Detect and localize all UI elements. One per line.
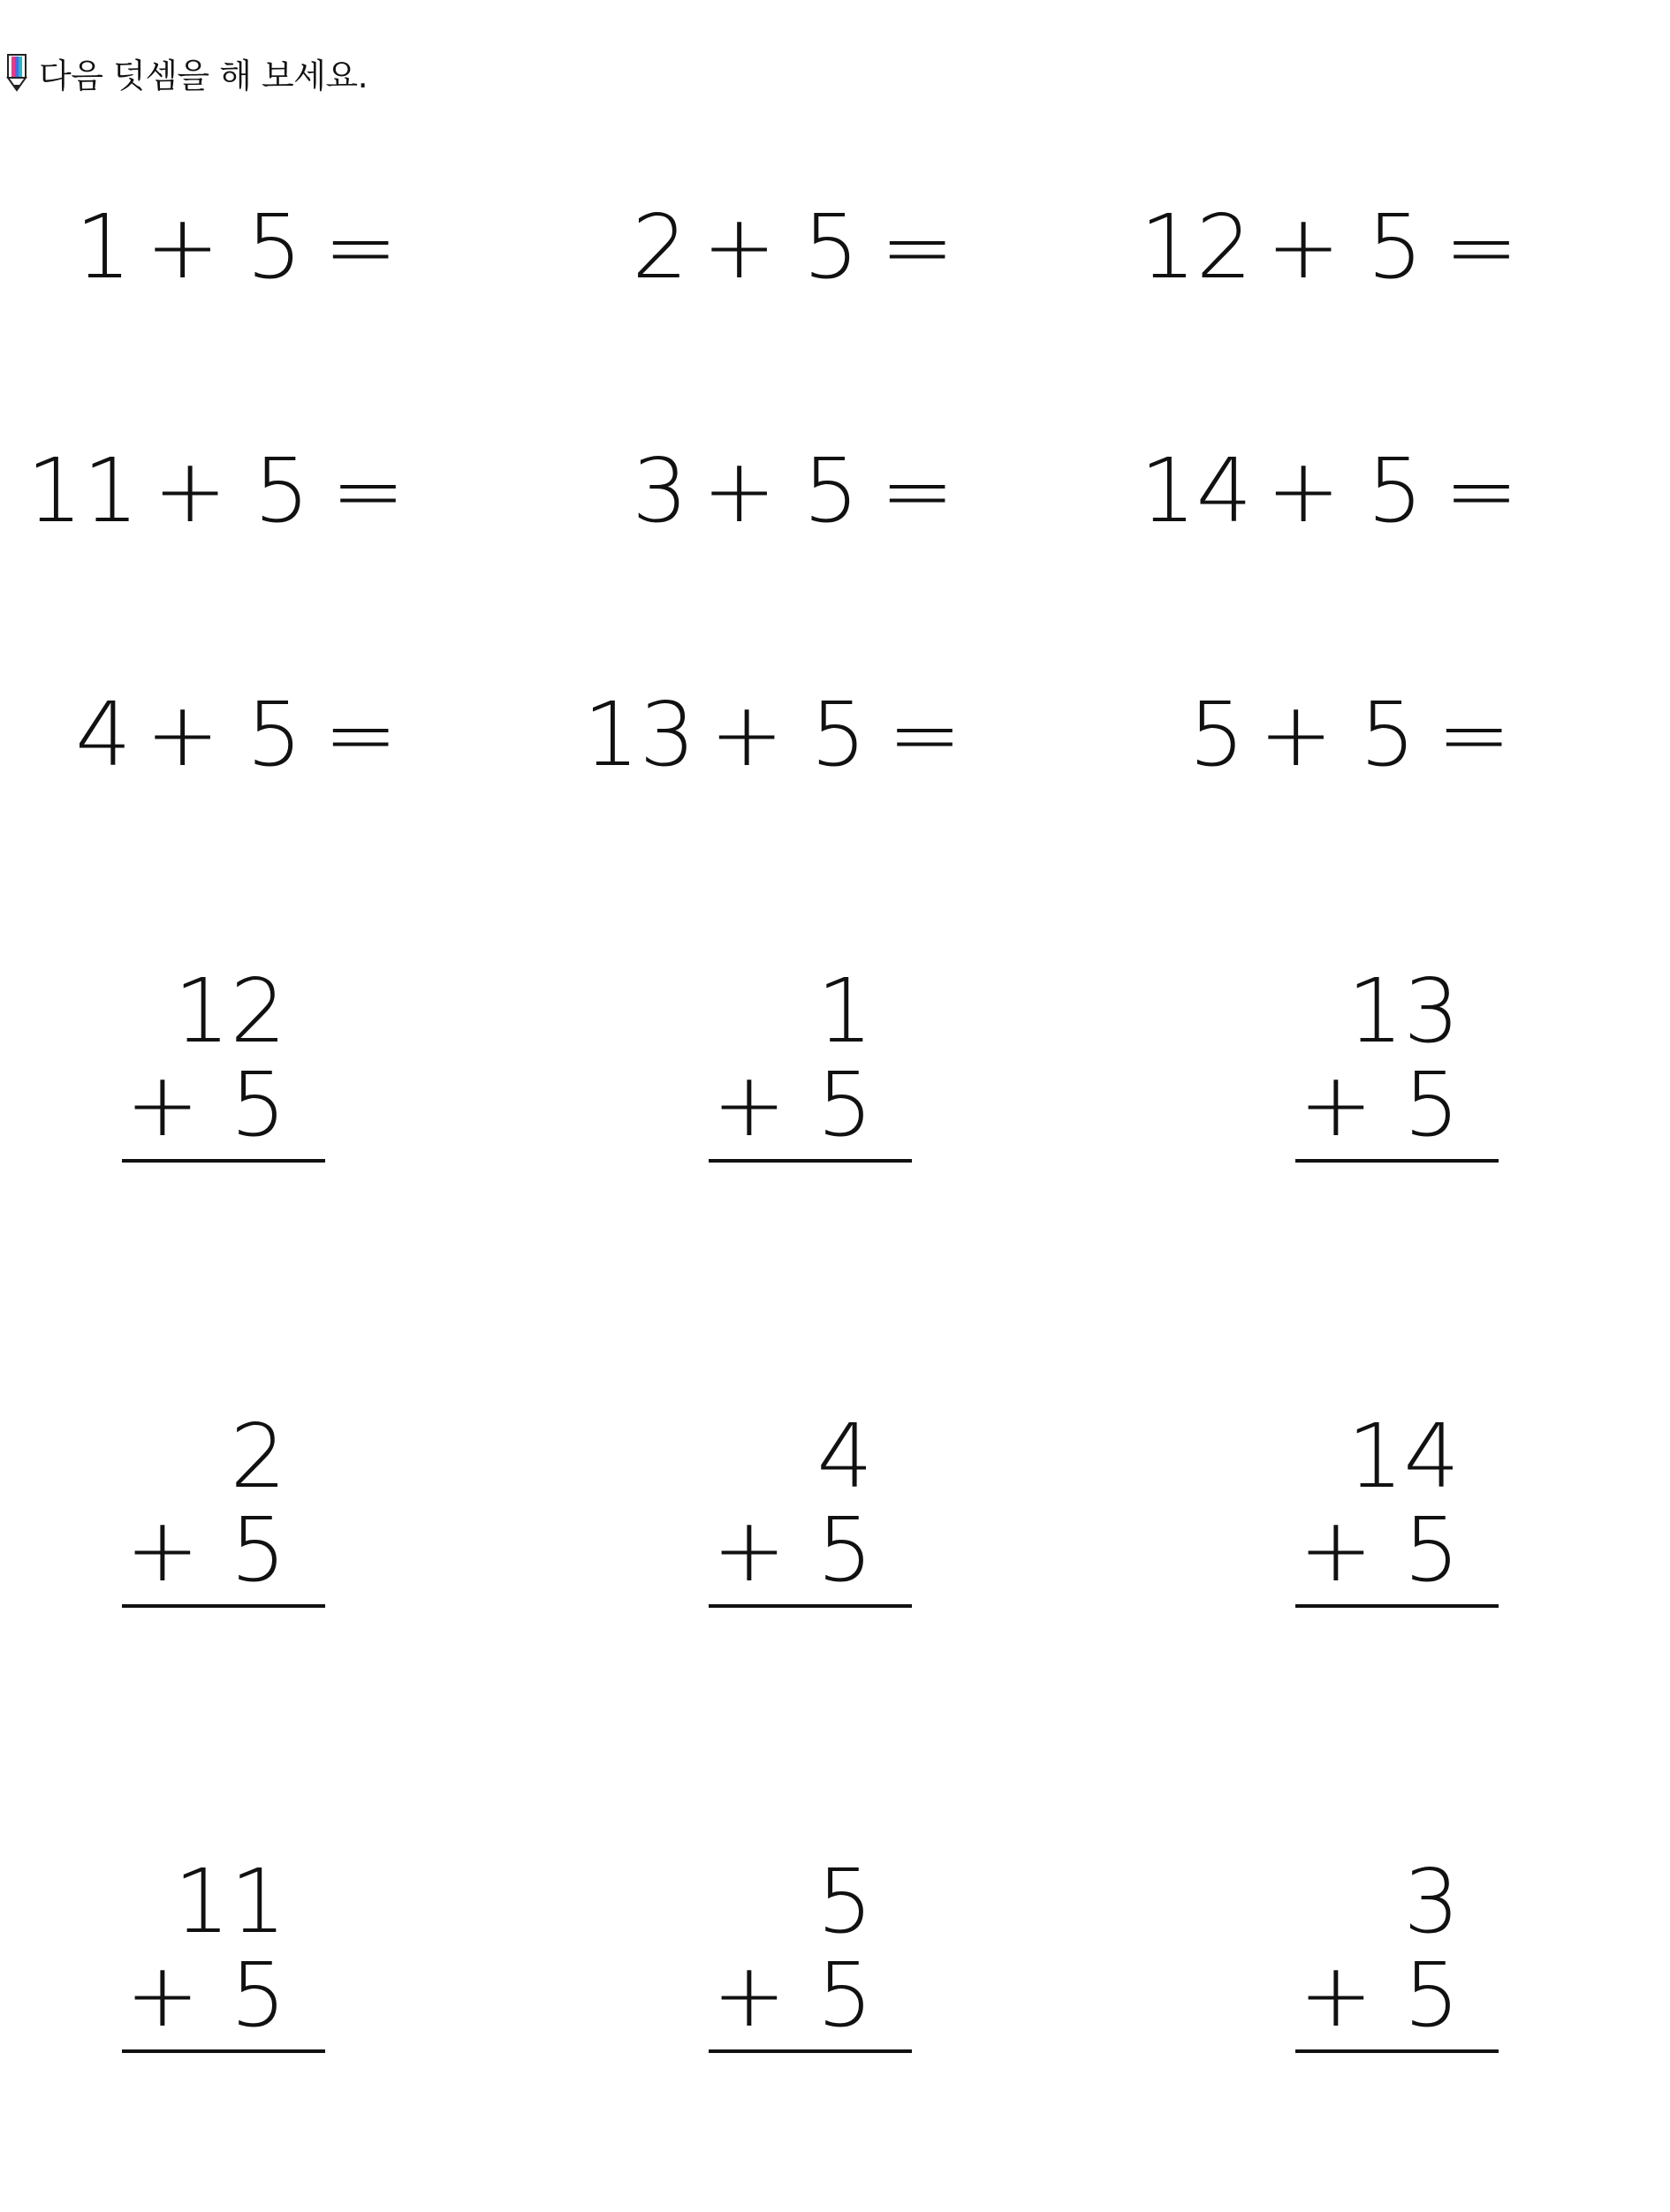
equals-sign: = — [1444, 195, 1519, 299]
horizontal-problem — [1140, 438, 1519, 544]
addend-a: 1 — [75, 195, 132, 299]
vertical-problem — [709, 959, 912, 1166]
plus-sign: + — [1266, 195, 1341, 299]
vertical-problem — [1295, 1850, 1499, 2057]
plus-sign: + — [125, 1053, 200, 1156]
plus-sign: + — [1299, 1053, 1373, 1156]
vertical-problem — [122, 959, 325, 1166]
plus-sign: + — [712, 1943, 786, 2047]
vertical-problem — [122, 1405, 325, 1611]
addend-a: 11 — [173, 1850, 286, 1953]
addend-b: 5 — [816, 1498, 873, 1602]
plus-sign: + — [145, 683, 220, 786]
plus-sign: + — [125, 1943, 200, 2047]
pencil-icon — [5, 53, 28, 92]
addend-b: 5 — [1359, 683, 1416, 786]
addend-b: 5 — [816, 1053, 873, 1156]
addend-b: 5 — [230, 1053, 286, 1156]
addend-b: 5 — [1403, 1053, 1460, 1156]
vertical-problem — [1295, 1405, 1499, 1611]
horizontal-problem — [583, 682, 962, 788]
horizontal-problem — [27, 438, 406, 544]
plus-sign: + — [712, 1053, 786, 1156]
plus-sign: + — [712, 1498, 786, 1602]
addend-a: 4 — [75, 683, 132, 786]
addend-row — [1295, 1498, 1460, 1602]
plus-sign: + — [702, 439, 777, 542]
plus-sign: + — [1299, 1943, 1373, 2047]
addend-a: 4 — [816, 1405, 873, 1508]
addend-a: 2 — [230, 1405, 286, 1508]
vertical-problem — [709, 1405, 912, 1611]
addend-a: 12 — [173, 959, 286, 1063]
addend-a: 14 — [1347, 1405, 1460, 1508]
addend-row — [709, 1943, 873, 2047]
answer-line — [122, 2049, 325, 2053]
addend-b: 5 — [1367, 439, 1423, 542]
plus-sign: + — [125, 1498, 200, 1602]
plus-sign: + — [702, 195, 777, 299]
answer-line — [1295, 1159, 1499, 1163]
addend-a: 11 — [27, 439, 140, 542]
instruction — [5, 49, 368, 95]
horizontal-problem — [583, 438, 954, 544]
addend-b: 5 — [230, 1943, 286, 2047]
equals-sign: = — [1437, 683, 1511, 786]
addend-a: 5 — [816, 1850, 873, 1953]
answer-line — [1295, 2049, 1499, 2053]
plus-sign: + — [1266, 439, 1341, 542]
plus-sign: + — [153, 439, 228, 542]
horizontal-problem — [27, 194, 398, 300]
addend-a: 1 — [816, 959, 873, 1063]
addend-b: 5 — [230, 1498, 286, 1602]
addend-b: 5 — [1367, 195, 1423, 299]
addend-b: 5 — [254, 439, 310, 542]
answer-line — [709, 1604, 912, 1608]
addend-row — [122, 1053, 286, 1156]
addend-a: 14 — [1140, 439, 1253, 542]
plus-sign: + — [710, 683, 785, 786]
addend-a: 13 — [1347, 959, 1460, 1063]
equals-sign: = — [887, 683, 962, 786]
answer-line — [122, 1604, 325, 1608]
horizontal-problem — [583, 194, 954, 300]
addend-a: 5 — [1188, 683, 1245, 786]
answer-line — [709, 1159, 912, 1163]
horizontal-problem — [27, 682, 398, 788]
addend-a: 12 — [1140, 195, 1253, 299]
equals-sign: = — [323, 195, 398, 299]
answer-line — [1295, 1604, 1499, 1608]
answer-line — [122, 1159, 325, 1163]
addend-b: 5 — [802, 195, 860, 299]
equals-sign: = — [330, 439, 406, 542]
addend-row — [1295, 1053, 1460, 1156]
addend-a: 3 — [1403, 1850, 1460, 1953]
addend-a: 2 — [632, 195, 688, 299]
addend-row — [709, 1498, 873, 1602]
addend-a: 13 — [583, 683, 696, 786]
plus-sign: + — [1258, 683, 1333, 786]
addend-row — [122, 1943, 286, 2047]
equals-sign: = — [1444, 439, 1519, 542]
equals-sign: = — [880, 439, 954, 542]
addend-b: 5 — [246, 683, 303, 786]
addend-b: 5 — [802, 439, 860, 542]
addend-b: 5 — [1403, 1498, 1460, 1602]
addend-b: 5 — [810, 683, 867, 786]
addend-b: 5 — [1403, 1943, 1460, 2047]
instruction-text: 다음 덧셈을 해 보세요. — [39, 56, 368, 95]
addend-b: 5 — [246, 195, 303, 299]
equals-sign: = — [323, 683, 398, 786]
equals-sign: = — [880, 195, 954, 299]
addend-row — [122, 1498, 286, 1602]
plus-sign: + — [145, 195, 220, 299]
addend-row — [1295, 1943, 1460, 2047]
plus-sign: + — [1299, 1498, 1373, 1602]
answer-line — [709, 2049, 912, 2053]
addend-row — [709, 1053, 873, 1156]
addend-b: 5 — [816, 1943, 873, 2047]
horizontal-problem — [1140, 682, 1511, 788]
vertical-problem — [122, 1850, 325, 2057]
vertical-problem — [1295, 959, 1499, 1166]
addend-a: 3 — [632, 439, 688, 542]
horizontal-problem — [1140, 194, 1519, 300]
vertical-problem — [709, 1850, 912, 2057]
